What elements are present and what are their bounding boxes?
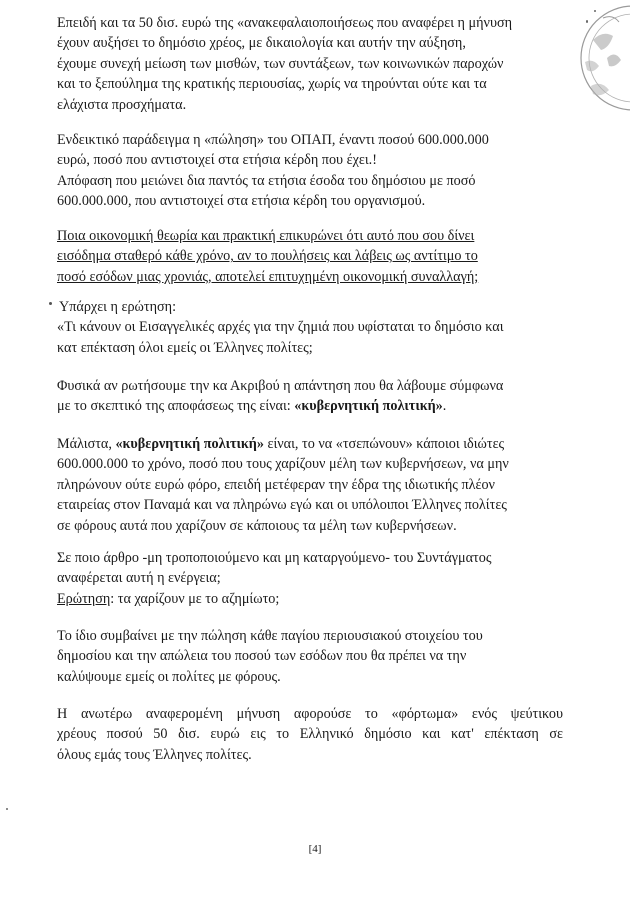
- text-line: σε φόρους αυτά που χαρίζουν σε κάποιους τα μέλη των κυβερνήσεων.: [57, 517, 457, 534]
- text-line: πληρώνουν ούτε ευρώ φόρο, επειδή μετέφεραν την έδρα της ιδιωτικής πλέον: [57, 476, 495, 493]
- paragraph-7: [57, 548, 557, 609]
- text-run: με το σκεπτικό της αποφάσεως της είναι:: [57, 398, 295, 415]
- scan-speck: [594, 10, 596, 12]
- question-label: Ερώτηση: [57, 590, 111, 607]
- paragraph-3-underlined-question: [57, 226, 557, 287]
- bold-phrase: «κυβερνητική πολιτική»: [115, 436, 264, 452]
- scan-speck: [586, 20, 588, 23]
- text-line: εταιρείας στον Παναμά και να πληρώνω εγώ και οι υπόλοιποι Έλληνες πολίτες: [57, 497, 507, 514]
- text-line: Υπάρχει η ερώτηση:: [59, 299, 177, 315]
- text-run: Μάλιστα,: [57, 436, 116, 452]
- text-line: Η ανωτέρω αναφερομένη μήνυση αφορούσε το «φόρτωμα» ενός ψεύτικου: [57, 706, 563, 722]
- text-line: Ποια οικονομική θεωρία και πρακτική επικυρώνει ότι αυτό που σου δίνει: [57, 228, 475, 244]
- text-line: αναφέρεται αυτή η ενέργεια;: [57, 570, 221, 587]
- text-line: και το ξεπούλημα της κρατικής περιουσίας, χωρίς να τηρούνται ούτε και τα: [57, 76, 487, 93]
- text-line: ευρώ, ποσό που αντιστοιχεί στα ετήσια κέρδη που έχει.!: [57, 152, 377, 169]
- text-line: Το ίδιο συμβαίνει με την πώληση κάθε παγίου περιουσιακού στοιχείου του: [57, 628, 483, 644]
- text-line: δημοσίου και την απώλεια του ποσού των εσόδων που θα πρέπει να την: [57, 648, 467, 665]
- text-line: [57, 434, 557, 454]
- text-line: [57, 396, 557, 416]
- stamp-seal: [563, 0, 630, 112]
- text-line: όλους εμάς τους Έλληνες πολίτες.: [57, 746, 252, 763]
- paragraph-6: [57, 434, 557, 536]
- text-line: ελάχιστα προσχήματα.: [57, 96, 187, 113]
- text-line: Επειδή και τα 50 δισ. ευρώ της «ανακεφαλαιοποιήσεως που αναφέρει η μήνυση: [57, 15, 513, 31]
- text-line: «Τι κάνουν οι Εισαγγελικές αρχές για την ζημιά που υφίσταται το δημόσιο και: [57, 319, 504, 336]
- text-line: εισόδημα σταθερό κάθε χρόνο, αν το πουλήσεις και λάβεις ως αντίτιμο το: [57, 248, 478, 265]
- text-line: [57, 589, 557, 609]
- text-line: Ενδεικτικό παράδειγμα η «πώληση» του ΟΠΑΠ, έναντι ποσού 600.000.000: [57, 132, 489, 148]
- text-line: έχουμε συνεχή μείωση των μισθών, των συντάξεων, των κοινωνικών παροχών: [57, 55, 504, 72]
- paragraph-8: [57, 626, 557, 687]
- text-line: ποσό εσόδων μιας χρονιάς, αποτελεί επιτυχημένη οικονομική συναλλαγή;: [57, 268, 479, 285]
- text-run: .: [442, 398, 447, 415]
- text-line: 600.000.000, που αντιστοιχεί στα ετήσια κέρδη του οργανισμού.: [57, 193, 426, 210]
- scan-speck: [6, 808, 8, 810]
- page-number: [4]: [308, 843, 322, 855]
- paragraph-9: [57, 704, 563, 765]
- text-line: κατ επέκταση όλοι εμείς οι Έλληνες πολίτες;: [57, 339, 313, 356]
- text-line: Φυσικά αν ρωτήσουμε την κα Ακριβού η απάντηση που θα λάβουμε σύμφωνα: [57, 378, 504, 394]
- bullet-dot: [49, 302, 52, 305]
- paragraph-1: [57, 13, 557, 115]
- text-run: : τα χαρίζουν με το αζημίωτο;: [110, 590, 280, 607]
- text-line: Απόφαση που μειώνει δια παντός τα ετήσια έσοδα του δημόσιου με ποσό: [57, 172, 476, 189]
- paragraph-4: [57, 297, 557, 358]
- paragraph-2: [57, 130, 557, 212]
- text-line: καλύψουμε εμείς οι πολίτες με φόρους.: [57, 668, 281, 685]
- bold-phrase: «κυβερνητική πολιτική»: [294, 398, 443, 415]
- text-line: έχουν αυξήσει το δημόσιο χρέος, με δικαιολογία και αυτήν την αύξηση,: [57, 35, 466, 52]
- text-run: είναι, το να «τσεπώνουν» κάποιοι ιδιώτες: [263, 436, 505, 452]
- text-line: 600.000.000 το χρόνο, ποσό που τους χαρίζουν μέλη των κυβερνήσεων, να μην: [57, 456, 509, 473]
- text-line: χρέους ποσού 50 δισ. ευρώ εις το Ελληνικό δημόσιο και κατ' επέκταση σε: [57, 726, 563, 743]
- paragraph-5: [57, 376, 557, 417]
- text-line: Σε ποιο άρθρο -μη τροποποιούμενο και μη καταργούμενο- του Συντάγματος: [57, 550, 492, 566]
